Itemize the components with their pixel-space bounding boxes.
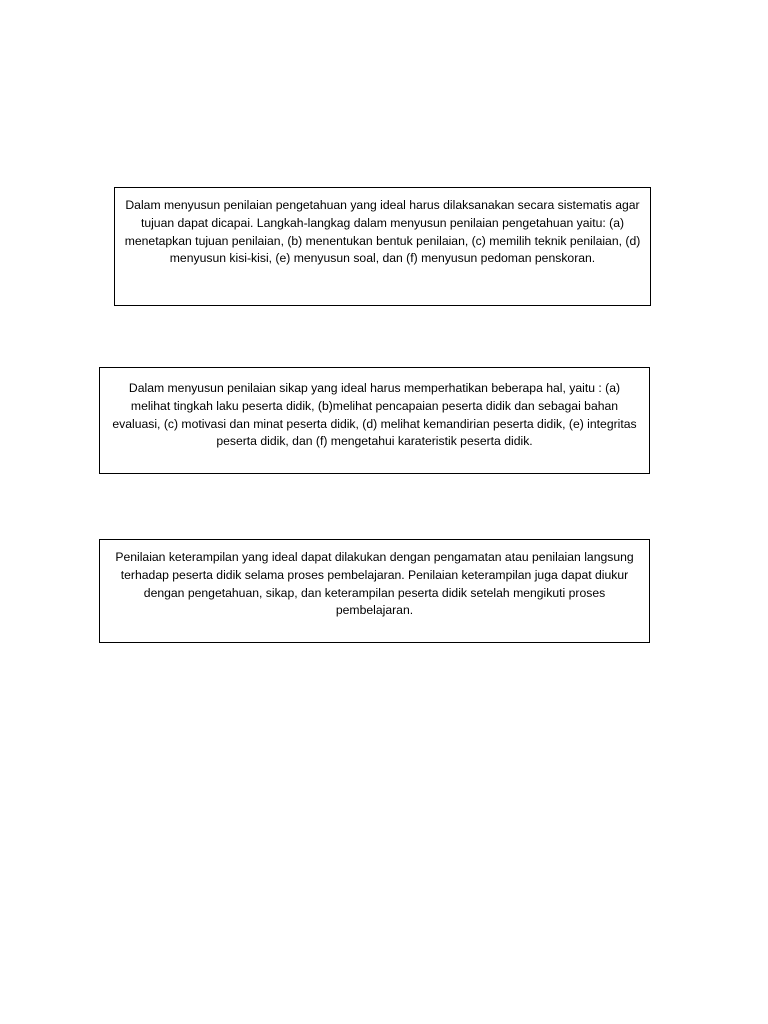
attitude-assessment-text: Dalam menyusun penilaian sikap yang ideal harus memperhatikan beberapa hal, yaitu : (a) melihat tingkah laku peserta didik, (b)melihat pencapaian peserta didik dan sebagai bahan evaluasi, (c) motivasi dan minat peserta didik, (d) melihat kemandirian peserta didik, (e) integritas peserta didik, dan (f) mengetahui karateristik peserta didik.: [112, 381, 637, 449]
skill-assessment-text: Penilaian keterampilan yang ideal dapat dilakukan dengan pengamatan atau penilaian langsung terhadap peserta didik selama proses pembelajaran. Penilaian keterampilan juga dapat diukur dengan pengetahuan, sikap, dan keterampilan peserta didik setelah mengikuti proses pembelajaran.: [115, 550, 634, 618]
knowledge-assessment-text: Dalam menyusun penilaian pengetahuan yang ideal harus dilaksanakan secara sistematis agar tujuan dapat dicapai. Langkah-langkag dalam menyusun penilaian pengetahuan yaitu: (a) menetapkan tujuan penilaian, (b) menentukan bentuk penilaian, (c) memilih teknik penilaian, (d) menyusun kisi-kisi, (e) menyusun soal, dan (f) menyusun pedoman penskoran.: [124, 198, 641, 266]
knowledge-assessment-box: [114, 187, 651, 306]
skill-assessment-box: [99, 539, 650, 643]
attitude-assessment-box: [99, 367, 650, 474]
